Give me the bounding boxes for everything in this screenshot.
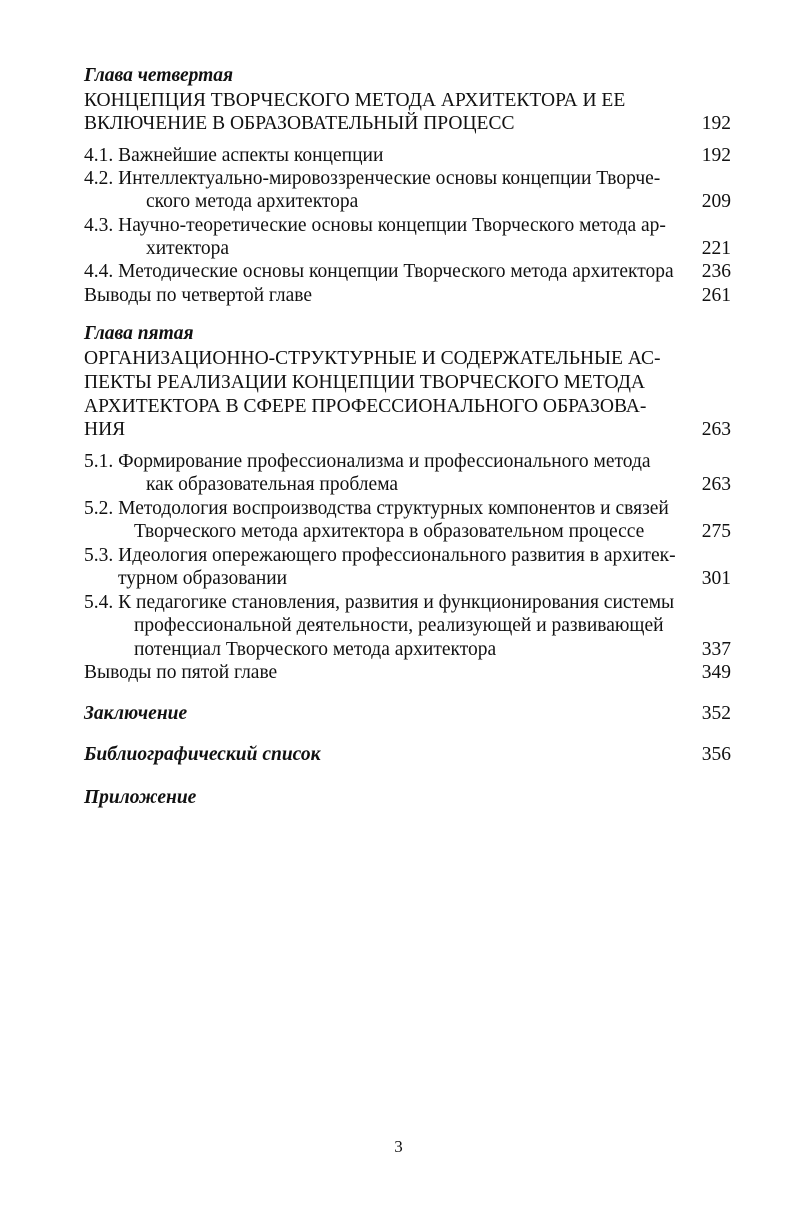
toc-page-4-3: 221 [701,238,731,259]
toc-page-5-3: 301 [701,568,731,589]
chapter-5-page: 263 [701,419,731,440]
toc-entry-4-1: 4.1. Важнейшие аспекты концепции [84,145,384,166]
page-number: 3 [394,1137,403,1156]
bibliography-heading: Библиографический список [84,744,321,765]
toc-page-4-1: 192 [701,145,731,166]
toc-entry-5-3-cont: турном образовании [118,568,288,589]
chapter-5-title-line: ОРГАНИЗАЦИОННО-СТРУКТУРНЫЕ И СОДЕРЖАТЕЛЬНЫЕ АС- [84,348,661,369]
conclusion-heading: Заключение [84,703,188,724]
conclusion-page: 352 [701,703,731,724]
chapter-5-title-line: АРХИТЕКТОРА В СФЕРЕ ПРОФЕССИОНАЛЬНОГО ОБРАЗОВА- [84,396,647,417]
toc-page-4-4: 236 [701,261,731,282]
chapter-5-title-line: ПЕКТЫ РЕАЛИЗАЦИИ КОНЦЕПЦИИ ТВОРЧЕСКОГО МЕТОДА [84,372,645,393]
chapter-4-page: 192 [701,113,731,134]
appendix-heading: Приложение [84,787,197,808]
toc-entry-5-conclusions: Выводы по пятой главе [84,662,278,683]
chapter-5-title-line: НИЯ [84,419,126,440]
toc-entry-5-1: 5.1. Формирование профессионализма и профессионального метода [84,451,651,472]
toc-entry-5-2: 5.2. Методология воспроизводства структурных компонентов и связей [84,498,669,519]
toc-entry-5-4: 5.4. К педагогике становления, развития и функционирования системы [84,592,675,613]
toc-entry-5-4-cont: профессиональной деятельности, реализующей и развивающей [134,615,664,636]
toc-page-4-conclusions: 261 [701,285,731,306]
toc-entry-4-2-cont: ского метода архитектора [146,191,359,212]
toc-entry-5-3: 5.3. Идеология опережающего профессионального развития в архитек- [84,545,676,566]
chapter-4-title-line: ВКЛЮЧЕНИЕ В ОБРАЗОВАТЕЛЬНЫЙ ПРОЦЕСС [84,113,515,134]
bibliography-page: 356 [701,744,731,765]
chapter-4-heading: Глава четвертая [84,65,234,86]
toc-page-4-2: 209 [701,191,731,212]
toc-page-5-4: 337 [701,639,731,660]
toc-entry-5-4-cont: потенциал Творческого метода архитектора [134,639,497,660]
toc-entry-5-2-cont: Творческого метода архитектора в образовательном процессе [134,521,645,542]
toc-entry-4-conclusions: Выводы по четвертой главе [84,285,313,306]
chapter-4-title-line: КОНЦЕПЦИЯ ТВОРЧЕСКОГО МЕТОДА АРХИТЕКТОРА И ЕЕ [84,90,626,111]
toc-entry-4-2: 4.2. Интеллектуально-мировоззренческие основы концепции Творче- [84,168,661,189]
toc-page-5-conclusions: 349 [701,662,731,683]
toc-page-5-1: 263 [701,474,731,495]
toc-entry-5-1-cont: как образовательная проблема [146,474,399,495]
chapter-5-heading: Глава пятая [84,323,194,344]
toc-page-5-2: 275 [701,521,731,542]
toc-entry-4-4: 4.4. Методические основы концепции Творческого метода архитектора [84,261,674,282]
toc-entry-4-3: 4.3. Научно-теоретические основы концепции Творческого метода ар- [84,215,666,236]
toc-entry-4-3-cont: хитектора [146,238,229,259]
